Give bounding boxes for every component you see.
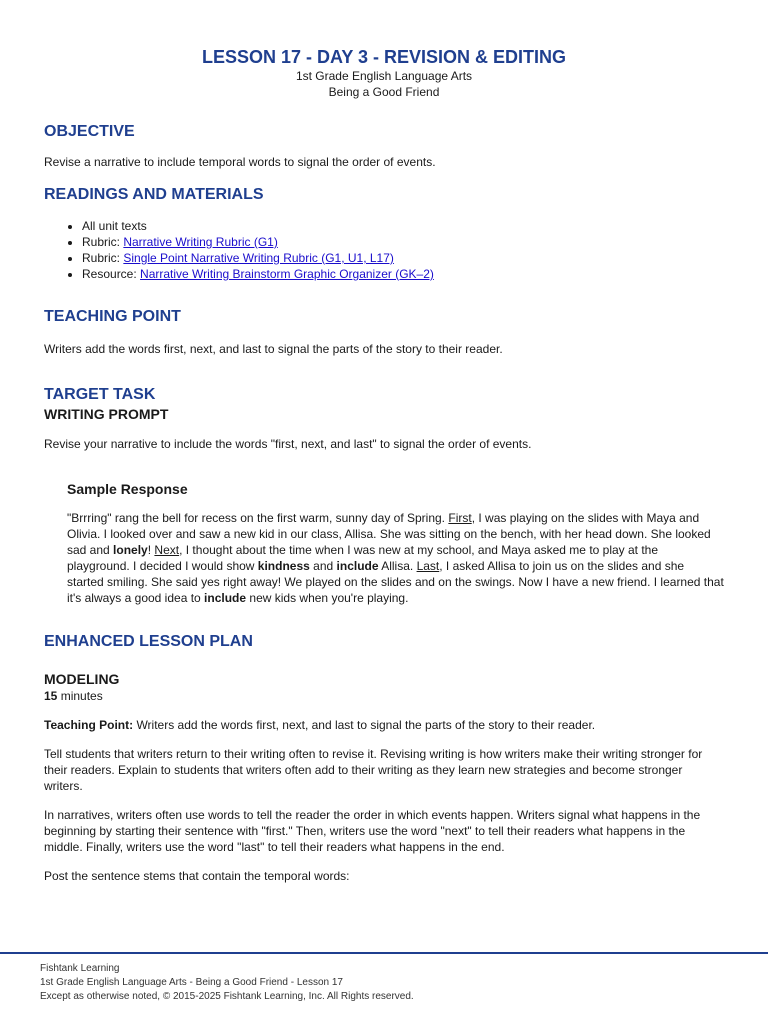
temporal-word-next: Next (154, 543, 180, 557)
bold-word-lonely: lonely (113, 543, 148, 557)
sample-response-text (67, 510, 724, 606)
sample-response-heading: Sample Response (67, 481, 188, 497)
list-item (82, 266, 724, 282)
teaching-point-text: Writers add the words first, next, and last to signal the parts of the story to their reader. (44, 342, 503, 356)
narrative-rubric-link[interactable]: Narrative Writing Rubric (G1) (123, 235, 278, 249)
item-text: All unit texts (82, 219, 147, 233)
materials-heading: READINGS AND MATERIALS (44, 186, 264, 203)
bold-word-kindness: kindness (257, 559, 310, 573)
sample-segment: Allisa. (378, 559, 417, 573)
materials-list (44, 218, 724, 282)
duration-unit: minutes (57, 689, 103, 703)
bold-word-include: include (336, 559, 379, 573)
list-item (82, 250, 724, 266)
revision-paragraph: Tell students that writers return to their writing often to revise it. Revising writing is how writers make their writing stronger for their readers. Explain to students that writers often add to their writing as they learn new strategies and become stronger writers. (44, 747, 703, 793)
sample-response (44, 480, 724, 606)
list-item (82, 218, 724, 234)
temporal-word-first: First (448, 511, 472, 525)
footer-course-line: 1st Grade English Language Arts - Being a Good Friend - Lesson 17 (40, 977, 343, 988)
modeling-teaching-point (44, 717, 724, 733)
sample-segment: new kids when you're playing. (246, 591, 409, 605)
item-prefix: Rubric: (82, 251, 124, 265)
graphic-organizer-link[interactable]: Narrative Writing Brainstorm Graphic Organizer (GK–2) (140, 267, 434, 281)
unit-subtitle: Being a Good Friend (328, 85, 440, 99)
footer-divider (0, 952, 768, 954)
lesson-plan-heading: ENHANCED LESSON PLAN (44, 633, 253, 650)
item-prefix: Resource: (82, 267, 141, 281)
sample-segment: , I asked Allisa to join us on the slides and she started smiling. She said yes right away! We played on the slides and on the swings. Now I have a new friend. I learned that it's always a good idea to (67, 559, 724, 605)
duration-value: 15 (44, 689, 58, 703)
footer-copyright: Except as otherwise noted, © 2015-2025 Fishtank Learning, Inc. All Rights reserved. (40, 991, 414, 1002)
single-point-rubric-link[interactable]: Single Point Narrative Writing Rubric (G1, U1, L17) (123, 251, 394, 265)
writing-prompt-text: Revise your narrative to include the words "first, next, and last" to signal the order of events. (44, 437, 532, 451)
narrative-order-paragraph: In narratives, writers often use words to tell the reader the order in which events happen. Writers signal what happens in the beginning by starting their sentence with "first." Then, writers use the word "next" to tell their readers what happens in the middle. Finally, writers use the word "last" to tell their readers what happens in the end. (44, 808, 701, 854)
temporal-word-last: Last (416, 559, 440, 573)
lesson-title: LESSON 17 - DAY 3 - REVISION & EDITING (201, 47, 567, 67)
objective-heading: OBJECTIVE (44, 123, 135, 140)
modeling-heading: MODELING (44, 671, 120, 687)
modeling-duration (44, 688, 724, 704)
target-task-heading: TARGET TASK (44, 386, 156, 403)
sample-segment: ! (147, 543, 155, 557)
sample-segment: and (309, 559, 337, 573)
sample-segment: "Brrring" rang the bell for recess on the first warm, sunny day of Spring. (67, 511, 449, 525)
teaching-point-label: Teaching Point: (44, 718, 134, 732)
title-block (44, 46, 724, 100)
bold-word-include: include (204, 591, 247, 605)
course-subtitle: 1st Grade English Language Arts (295, 69, 473, 83)
sentence-stems-intro: Post the sentence stems that contain the temporal words: (44, 869, 350, 883)
teaching-point-body: Writers add the words first, next, and last to signal the parts of the story to their reader. (133, 718, 596, 732)
list-item (82, 234, 724, 250)
page-footer (40, 962, 414, 1004)
writing-prompt-heading: WRITING PROMPT (44, 406, 169, 422)
objective-text: Revise a narrative to include temporal words to signal the order of events. (44, 155, 436, 169)
sample-segment: , I thought about the time when I was new at my school, and Maya asked me to play at the playground. I decided I would show (67, 543, 659, 573)
item-prefix: Rubric: (82, 235, 124, 249)
teaching-point-heading: TEACHING POINT (44, 308, 181, 325)
lesson-page (44, 46, 724, 884)
sample-segment: , I was playing on the slides with Maya and Olivia. I looked over and saw a new kid in our class, Allisa. She was sitting on the bench, with her head down. She looked sad and (67, 511, 711, 557)
footer-publisher: Fishtank Learning (40, 963, 120, 974)
